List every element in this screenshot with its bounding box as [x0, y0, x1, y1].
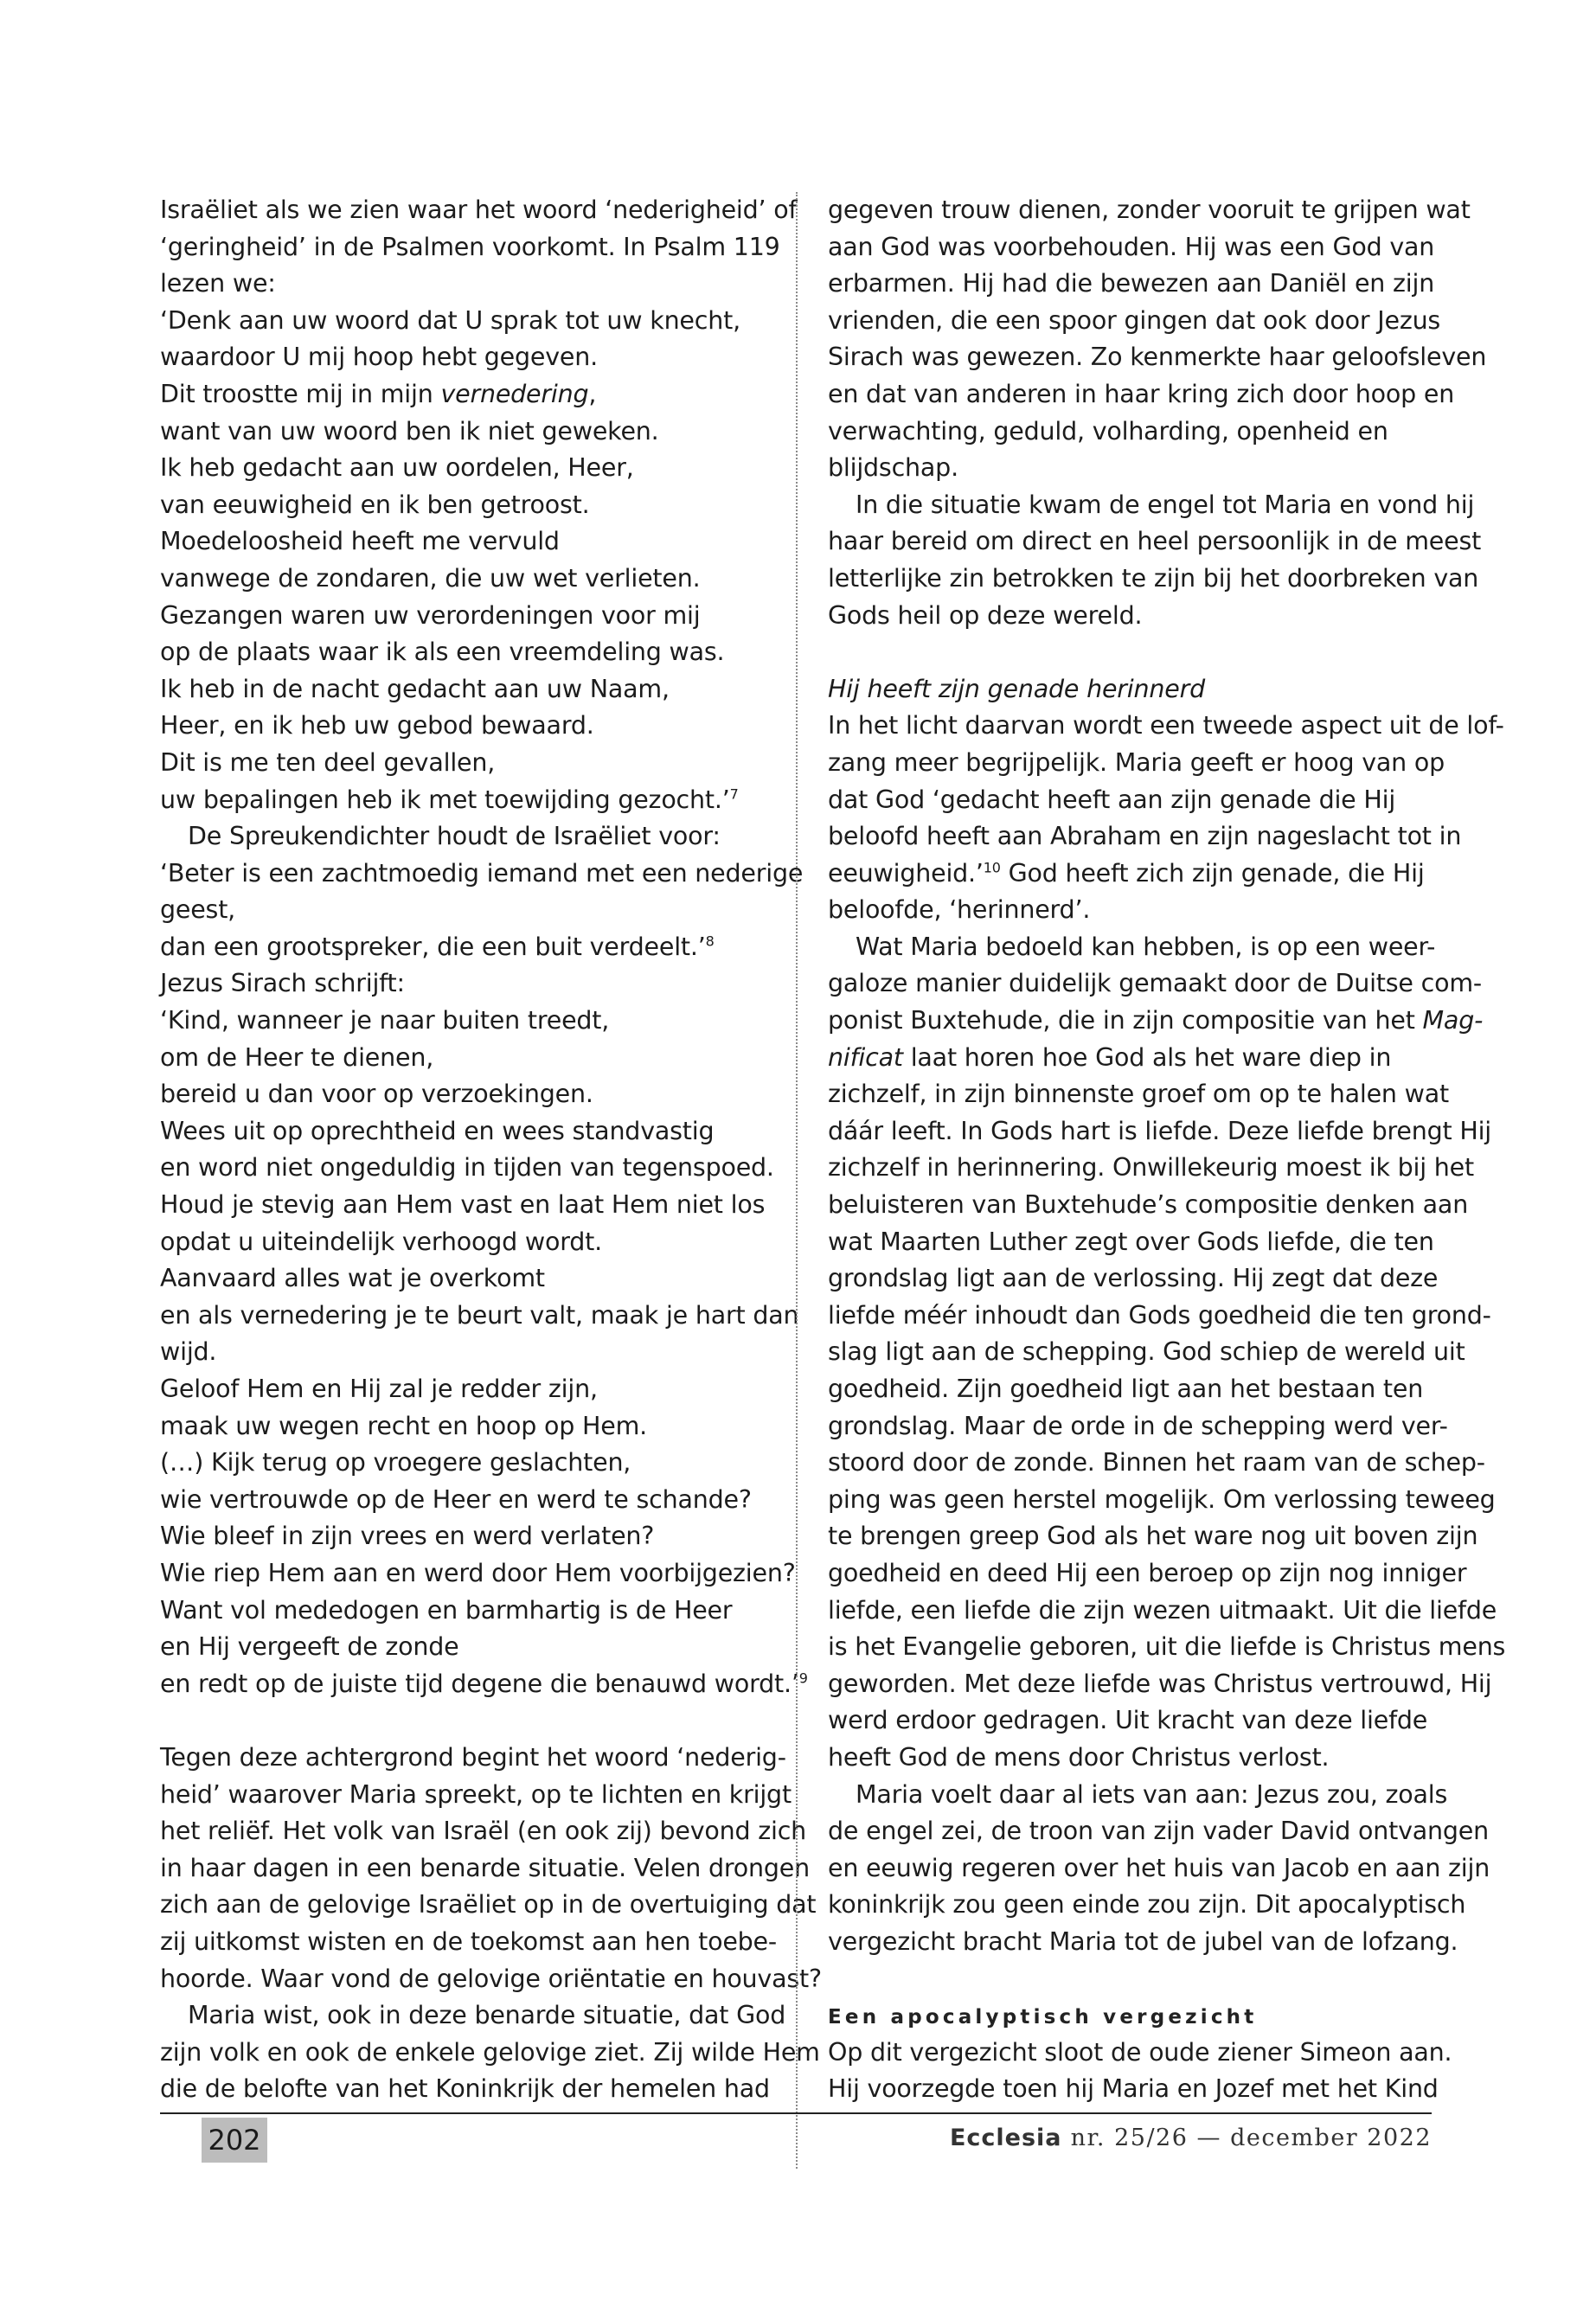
text-line: [160, 708, 750, 745]
text-line: [828, 1924, 1458, 1961]
text-line: [828, 1702, 1428, 1740]
text-line: [160, 1482, 750, 1519]
text-line: [828, 818, 1462, 856]
line-text: Dit is me ten deel gevallen,: [160, 747, 496, 777]
line-text: liefde méér inhoudt dan Gods goedheid die ten grond-: [828, 1300, 1491, 1330]
line-text: ping was geen herstel mogelijk. Om verlossing teweeg: [828, 1484, 1496, 1514]
text-line: [828, 671, 1418, 708]
line-text: zichzelf, in zijn binnenste groef om op te halen wat: [828, 1080, 1449, 1109]
text-line: [160, 1224, 750, 1261]
text-line: [160, 1260, 750, 1298]
text-line: [160, 450, 750, 487]
journal-footer: [950, 2125, 1432, 2151]
text-line: [160, 1777, 792, 1814]
right-column: [828, 192, 1506, 2108]
line-text: ‘geringheid’ in de Psalmen voorkomt. In Psalm 119: [160, 232, 780, 261]
text-line: [828, 1224, 1434, 1261]
line-text: vrienden, die een spoor gingen dat ook door Jezus: [828, 305, 1441, 335]
text-line: [160, 1629, 750, 1666]
line-text: Israëliet als we zien waar het woord ‘nederigheid’ of: [160, 195, 798, 224]
line-text: eeuwigheid.’: [828, 858, 984, 888]
text-line: [160, 1003, 750, 1040]
text-line: [160, 1408, 750, 1445]
line-text: Wie riep Hem aan en werd door Hem voorbijgezien?: [160, 1558, 796, 1587]
line-text: die de belofte van het Koninkrijk der hemelen had: [160, 2074, 770, 2104]
text-line: [828, 229, 1435, 266]
text-line: [828, 1113, 1492, 1150]
line-text: zang meer begrijpelijk. Maria geeft er hoog van op: [828, 747, 1445, 777]
text-line: [828, 1445, 1485, 1482]
text-line: [828, 1334, 1465, 1371]
line-text: zichzelf in herinnering. Onwillekeurig moest ik bij het: [828, 1153, 1474, 1183]
text-line: [160, 965, 750, 1003]
text-line: [160, 1150, 774, 1187]
text-line: [828, 1003, 1484, 1040]
text-line: [828, 266, 1435, 303]
line-text: Ik heb gedacht aan uw oordelen, Heer,: [160, 453, 634, 483]
text-line: [828, 303, 1441, 340]
line-text: zij uitkomst wisten en de toekomst aan hen toebe-: [160, 1926, 777, 1956]
line-text: Maria wist, ook in deze benarde situatie, dat God: [188, 2001, 786, 2030]
line-text: aan God was voorbehouden. Hij was een God van: [828, 232, 1435, 261]
text-line: [160, 856, 804, 893]
section-heading: [828, 1997, 1418, 2035]
text-line: [828, 1555, 1467, 1593]
line-text: Jezus Sirach schrijft:: [160, 969, 405, 998]
line-text: beluisteren van Buxtehude’s compositie denken aan: [828, 1190, 1469, 1220]
line-text: werd erdoor gedragen. Uit kracht van deze liefde: [828, 1706, 1428, 1735]
line-text: en word niet ongeduldig in tijden van tegenspoed.: [160, 1153, 774, 1183]
line-text: Houd je stevig aan Hem vast en laat Hem niet los: [160, 1190, 766, 1220]
line-text: Op dit vergezicht sloot de oude ziener Simeon aan.: [828, 2037, 1452, 2067]
line-text: letterlijke zin betrokken te zijn bij het doorbreken van: [828, 563, 1479, 593]
line-text: wijd.: [160, 1337, 217, 1367]
text-line: [160, 376, 750, 413]
text-line: [828, 1260, 1439, 1298]
line-text: Wie bleef in zijn vrees en werd verlaten?: [160, 1522, 655, 1551]
text-line: [828, 450, 1418, 487]
column-divider: [796, 192, 798, 2169]
blank-line: [160, 1702, 750, 1740]
line-text: van eeuwigheid en ik ben getroost.: [160, 490, 590, 519]
text-line: [828, 1813, 1489, 1850]
text-line: [828, 561, 1479, 598]
line-text: op de plaats waar ik als een vreemdeling was.: [160, 638, 725, 667]
line-text: en eeuwig regeren over het huis van Jacob en aan zijn: [828, 1853, 1490, 1882]
line-text: Moedeloosheid heeft me vervuld: [160, 527, 560, 556]
line-text: koninkrijk zou geen einde zou zijn. Dit apocalyptisch: [828, 1890, 1466, 1920]
line-text: zijn volk en ook de enkele gelovige ziet. Zij wilde Hem: [160, 2037, 820, 2067]
text-line: [160, 266, 750, 303]
line-text: dáár leeft. In Gods hart is liefde. Deze liefde brengt Hij: [828, 1116, 1492, 1145]
line-text: waardoor U mij hoop hebt gegeven.: [160, 343, 598, 372]
text-line: [828, 892, 1418, 929]
line-text: Hij voorzegde toen hij Maria en Jozef met het Kind: [828, 2074, 1439, 2104]
line-text: erbarmen. Hij had die bewezen aan Daniël en zijn: [828, 269, 1435, 298]
text-line: [828, 856, 1425, 893]
footnote-ref: 8: [705, 933, 715, 950]
line-text: de engel zei, de troon van zijn vader David ontvangen: [828, 1817, 1489, 1846]
footnote-ref: 7: [729, 785, 739, 802]
text-line: [160, 339, 750, 376]
text-line: [160, 598, 750, 635]
text-line: [828, 1850, 1490, 1888]
text-line: [828, 1887, 1466, 1924]
text-line: [160, 1076, 750, 1113]
text-line: [160, 782, 750, 819]
line-text: Want vol mededogen en barmhartig is de Heer: [160, 1595, 733, 1625]
line-text: De Spreukendichter houdt de Israëliet voor:: [188, 822, 721, 851]
text-line: [828, 192, 1471, 229]
text-line: [160, 487, 750, 524]
text-line: [828, 2035, 1452, 2072]
text-line: [160, 1040, 750, 1077]
text-line: [160, 2035, 820, 2072]
line-text: gegeven trouw dienen, zonder vooruit te grijpen wat: [828, 195, 1471, 224]
line-text: ponist Buxtehude, die in zijn compositie van het: [828, 1006, 1423, 1035]
line-text: te brengen greep God als het ware nog uit boven zijn: [828, 1522, 1478, 1551]
line-text: wat Maarten Luther zegt over Gods liefde, die ten: [828, 1227, 1434, 1256]
text-line: [160, 1187, 766, 1224]
text-line: [828, 413, 1418, 451]
line-text: wie vertrouwde op de Heer en werd te schande?: [160, 1484, 752, 1514]
line-text: is het Evangelie geboren, uit die liefde is Christus mens: [828, 1632, 1506, 1662]
line-text: grondslag. Maar de orde in de schepping werd ver-: [828, 1411, 1448, 1440]
text-line: [160, 2071, 770, 2108]
text-line: [828, 2071, 1439, 2108]
text-line: [828, 1371, 1424, 1408]
text-line: [828, 1629, 1506, 1666]
line-text: In het licht daarvan wordt een tweede aspect uit de lof-: [828, 711, 1504, 740]
text-line: [160, 303, 750, 340]
italic-text: Hij heeft zijn genade herinnerd: [828, 674, 1205, 703]
line-text: ‘Denk aan uw woord dat U sprak tot uw knecht,: [160, 305, 740, 335]
text-line: [828, 1740, 1418, 1777]
line-text: maak uw wegen recht en hoop op Hem.: [160, 1411, 647, 1440]
text-line: [828, 339, 1487, 376]
text-line: [160, 413, 750, 451]
text-line: [160, 1298, 799, 1335]
text-line: [160, 1555, 796, 1593]
text-line: [160, 1371, 750, 1408]
text-line: [828, 782, 1418, 819]
line-text: heid’ waarover Maria spreekt, op te lichten en krijgt: [160, 1779, 792, 1809]
text-line: [828, 1040, 1418, 1077]
line-text: en redt op de juiste tijd degene die benauwd wordt.’: [160, 1669, 799, 1698]
text-line: [828, 1408, 1448, 1445]
text-line: [160, 1445, 750, 1482]
text-line: [160, 1813, 807, 1850]
text-line: [160, 892, 750, 929]
text-line: [828, 1150, 1474, 1187]
line-text: vanwege de zondaren, die uw wet verlieten.: [160, 563, 701, 593]
line-text: In die situatie kwam de engel tot Maria en vond hij: [856, 490, 1475, 519]
text-line: [160, 929, 750, 966]
line-text: en dat van anderen in haar kring zich door hoop en: [828, 379, 1455, 408]
text-line: [160, 1334, 750, 1371]
text-line: [160, 1850, 810, 1888]
italic-text: nificat: [828, 1042, 903, 1072]
line-text: Aanvaard alles wat je overkomt: [160, 1264, 545, 1293]
text-line: [160, 1924, 777, 1961]
text-line: [160, 561, 750, 598]
text-line: [160, 1593, 750, 1630]
line-text-tail: ,: [588, 379, 597, 408]
line-text: stoord door de zonde. Binnen het raam van de schep-: [828, 1448, 1485, 1477]
text-line: [828, 1187, 1469, 1224]
text-line: [828, 965, 1482, 1003]
line-text: Heer, en ik heb uw gebod bewaard.: [160, 711, 594, 740]
line-text: hoorde. Waar vond de gelovige oriëntatie en houvast?: [160, 1964, 822, 1993]
line-text: Ik heb in de nacht gedacht aan uw Naam,: [160, 674, 670, 703]
left-column: [160, 192, 822, 2108]
text-line: [160, 1961, 822, 1998]
italic-text: Mag-: [1422, 1006, 1484, 1035]
text-line: [828, 487, 1475, 524]
line-text: zich aan de gelovige Israëliet op in de overtuiging dat: [160, 1890, 817, 1920]
line-text: Wees uit op oprechtheid en wees standvastig: [160, 1116, 715, 1145]
page-number: 202: [202, 2118, 267, 2163]
italic-text: vernedering: [440, 379, 589, 408]
text-line: [828, 1076, 1449, 1113]
section-heading-text: Een apocalyptisch vergezicht: [828, 2006, 1258, 2029]
line-text: Tegen deze achtergrond begint het woord ‘nederig-: [160, 1742, 786, 1772]
line-text: het reliëf. Het volk van Israël (en ook zij) bevond zich: [160, 1817, 807, 1846]
line-text: Gezangen waren uw verordeningen voor mij: [160, 600, 701, 630]
line-text: beloofd heeft aan Abraham en zijn nageslacht tot in: [828, 822, 1462, 851]
text-line: [828, 1777, 1448, 1814]
text-line: [828, 745, 1445, 782]
line-text: om de Heer te dienen,: [160, 1042, 434, 1072]
line-text: en als vernedering je te beurt valt, maak je hart dan: [160, 1300, 799, 1330]
text-line: [828, 1666, 1492, 1703]
line-text: lezen we:: [160, 269, 276, 298]
blank-line: [828, 634, 1418, 671]
text-line: [828, 376, 1455, 413]
line-text: uw bepalingen heb ik met toewijding gezocht.’: [160, 785, 730, 814]
footnote-ref: 9: [798, 1670, 808, 1687]
text-line: [828, 598, 1418, 635]
line-text: opdat u uiteindelijk verhoogd wordt.: [160, 1227, 602, 1256]
line-text-tail: God heeft zich zijn genade, die Hij: [1000, 858, 1425, 888]
footer-rule: [160, 2112, 1432, 2114]
line-text: geworden. Met deze liefde was Christus vertrouwd, Hij: [828, 1669, 1492, 1698]
line-text: Sirach was gewezen. Zo kenmerkte haar geloofsleven: [828, 343, 1487, 372]
line-text: liefde, een liefde die zijn wezen uitmaakt. Uit die liefde: [828, 1595, 1497, 1625]
line-text: (…) Kijk terug op vroegere geslachten,: [160, 1448, 631, 1477]
line-text: ‘Beter is een zachtmoedig iemand met een nederige: [160, 858, 804, 888]
line-text: haar bereid om direct en heel persoonlijk in de meest: [828, 527, 1482, 556]
line-text: dan een grootspreker, die een buit verdeelt.’: [160, 932, 706, 961]
text-line: [160, 1887, 817, 1924]
line-text: Dit troostte mij in mijn: [160, 379, 441, 408]
line-text: beloofde, ‘herinnerd’.: [828, 895, 1091, 925]
text-line: [160, 1666, 808, 1703]
line-text: want van uw woord ben ik niet geweken.: [160, 416, 659, 445]
line-text: vergezicht bracht Maria tot de jubel van de lofzang.: [828, 1926, 1458, 1956]
line-text: in haar dagen in een benarde situatie. Velen drongen: [160, 1853, 810, 1882]
text-line: [160, 523, 750, 561]
line-text: goedheid en deed Hij een beroep op zijn nog inniger: [828, 1558, 1467, 1587]
text-line: [828, 1298, 1491, 1335]
text-line: [828, 708, 1504, 745]
line-text: ‘Kind, wanneer je naar buiten treedt,: [160, 1006, 610, 1035]
line-text-tail: laat horen hoe God als het ware diep in: [902, 1042, 1392, 1072]
line-text: heeft God de mens door Christus verlost.: [828, 1742, 1330, 1772]
line-text: goedheid. Zijn goedheid ligt aan het bestaan ten: [828, 1375, 1424, 1403]
text-line: [828, 929, 1436, 966]
text-line: [160, 229, 780, 266]
text-line: [828, 1482, 1496, 1519]
text-line: [160, 192, 798, 229]
text-line: [160, 1997, 786, 2035]
text-line: [160, 634, 750, 671]
text-line: [160, 1740, 786, 1777]
line-text: galoze manier duidelijk gemaakt door de Duitse com-: [828, 969, 1482, 998]
line-text: bereid u dan voor op verzoekingen.: [160, 1080, 593, 1109]
text-line: [160, 745, 750, 782]
line-text: Maria voelt daar al iets van aan: Jezus zou, zoals: [856, 1779, 1448, 1809]
line-text: en Hij vergeeft de zonde: [160, 1632, 459, 1662]
text-line: [160, 671, 750, 708]
line-text: geest,: [160, 895, 236, 925]
line-text: blijdschap.: [828, 453, 958, 483]
line-text: dat God ‘gedacht heeft aan zijn genade die Hij: [828, 785, 1396, 814]
text-line: [160, 818, 750, 856]
text-line: [828, 1593, 1497, 1630]
footnote-ref: 10: [983, 859, 1001, 876]
journal-issue: nr. 25/26 — december 2022: [1061, 2125, 1432, 2151]
line-text: Gods heil op deze wereld.: [828, 600, 1143, 630]
line-text: grondslag ligt aan de verlossing. Hij zegt dat deze: [828, 1264, 1439, 1293]
journal-name: Ecclesia: [949, 2125, 1062, 2151]
line-text: Wat Maria bedoeld kan hebben, is op een weer-: [856, 932, 1436, 961]
text-line: [828, 523, 1482, 561]
line-text: Geloof Hem en Hij zal je redder zijn,: [160, 1375, 598, 1403]
blank-line: [828, 1961, 1418, 1998]
text-line: [828, 1518, 1478, 1555]
text-line: [160, 1518, 750, 1555]
text-line: [160, 1113, 750, 1150]
line-text: slag ligt aan de schepping. God schiep de wereld uit: [828, 1337, 1465, 1367]
line-text: verwachting, geduld, volharding, openheid en: [828, 416, 1388, 445]
